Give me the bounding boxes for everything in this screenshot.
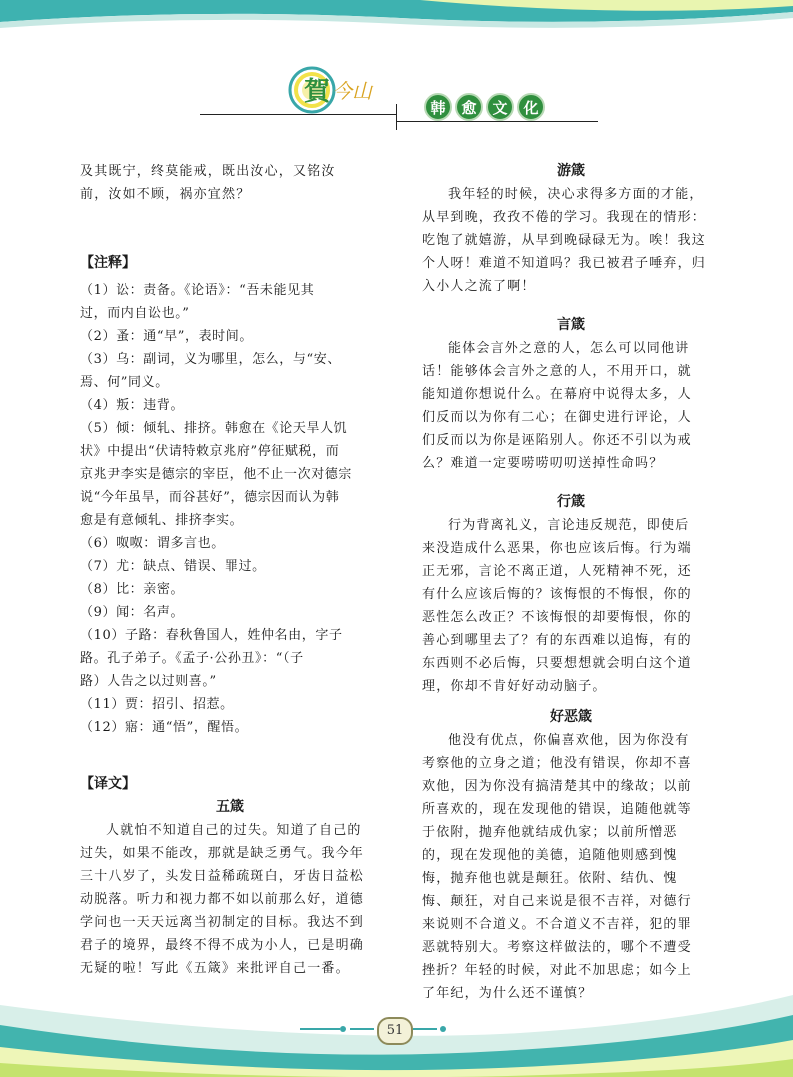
section-line: 理，你却不肯好好动动脑子。	[422, 679, 607, 694]
section-line: 们反而以为你是诬陷别人。你还不引以为戒	[422, 433, 692, 448]
section-line: 来没造成什么恶果，你也应该后悔。行为端	[422, 541, 692, 556]
wuzhen-line: 学问也一天天远离当初制定的目标。我达不到	[80, 915, 365, 930]
note-line: （4）叛：违背。	[80, 398, 185, 413]
top-decorative-band	[0, 0, 793, 40]
note-line: 焉、何”同义。	[80, 375, 169, 390]
section-title-yan: 言箴	[557, 317, 585, 333]
note-line: 过，而内自讼也。”	[80, 306, 190, 321]
section-line: 们反而以为你有二心；在御史进行评论，人	[422, 410, 692, 425]
section-line: 话！能够体会言外之意的人，不用开口，就	[422, 364, 692, 379]
section-line: 恶就特别大。考察这样做法的，哪个不遭受	[422, 940, 692, 955]
section-line: 于依附，抛弃他就结成仇家；以前所憎恶	[422, 825, 678, 840]
section-title-haowu: 好恶箴	[550, 709, 592, 725]
brand-logo	[286, 58, 396, 118]
section-line: 悔，抛弃他也就是颠狂。依附、结仇、愧	[422, 871, 678, 886]
wuzhen-line: 动脱落。听力和视力都不如以前那么好，道德	[80, 892, 365, 907]
right-column	[422, 160, 720, 1005]
translation-heading: 【译文】	[80, 776, 136, 792]
note-line: （9）闻：名声。	[80, 605, 185, 620]
section-char: 愈	[455, 93, 483, 121]
section-line: 能知道你想说什么。在幕府中说得太多，人	[422, 387, 692, 402]
section-line: 所喜欢的，现在发现他的错误，追随他就等	[422, 802, 692, 817]
notes-list	[80, 279, 380, 739]
section-line: 么？难道一定要唠唠叨叨送掉性命吗？	[422, 456, 664, 471]
wuzhen-line: 君子的境界，最终不得不成为小人，已是明确	[80, 938, 365, 953]
section-line: 从早到晚，孜孜不倦的学习。我现在的情形：	[422, 210, 707, 225]
wuzhen-title: 五箴	[216, 799, 244, 815]
section-line: 我年轻的时候，决心求得多方面的才能，	[448, 187, 704, 202]
note-line: （6）呶呶：谓多言也。	[80, 536, 225, 551]
note-line: 路）人告之以过则喜。”	[80, 674, 217, 689]
section-line: 行为背离礼义，言论违反规范，即使后	[448, 518, 690, 533]
note-line: （2）蚤：通“早”，表时间。	[80, 329, 253, 344]
wuzhen-line: 无疑的啦！写此《五箴》来批评自己一番。	[80, 961, 350, 976]
wuzhen-line: 人就怕不知道自己的过失。知道了自己的	[106, 823, 362, 838]
section-line: 东西则不必后悔，只要想想就会明白这个道	[422, 656, 692, 671]
note-line: 路。孔子弟子。《孟子·公孙丑》：“（子	[80, 651, 304, 666]
section-line: 来说则不合道义。不合道义不吉祥，犯的罪	[422, 917, 692, 932]
section-char: 韩	[424, 93, 452, 121]
section-line: 恶性怎么改正？不该悔恨的却要悔恨，你的	[422, 610, 692, 625]
note-line: （7）尤：缺点、错误、罪过。	[80, 559, 266, 574]
wuzhen-body	[80, 819, 380, 980]
section-line: 悔、颠狂，对自己来说是很不吉祥，对德行	[422, 894, 692, 909]
section-line: 欢他，因为你没有搞清楚其中的缘故；以前	[422, 779, 692, 794]
svg-text:今山: 今山	[332, 79, 372, 103]
header-cross-mark	[396, 104, 397, 130]
note-line: （12）寤：通“悟”，醒悟。	[80, 720, 249, 735]
note-line: （3）乌：副词，义为哪里，怎么，与“安、	[80, 352, 341, 367]
section-title-xing: 行箴	[557, 494, 585, 510]
section-line: 了年纪，为什么还不谨慎？	[422, 986, 593, 1001]
section-line: 入小人之流了啊！	[422, 279, 536, 294]
logo-text: 賀	[304, 77, 331, 107]
intro-line: 及其既宁，终莫能戒，既出汝心，又铭汝	[80, 164, 336, 179]
section-line: 考察他的立身之道；他没有错误，你却不喜	[422, 756, 692, 771]
intro-line: 前，汝如不顾，祸亦宜然？	[80, 187, 251, 202]
section-line: 能体会言外之意的人，怎么可以同他讲	[448, 341, 690, 356]
note-line: 说“今年虽旱，而谷甚好”，德宗因而认为韩	[80, 490, 340, 505]
note-line: 京兆尹李实是德宗的宰臣，他不止一次对德宗	[80, 467, 353, 482]
section-line: 个人呀！难道不知道吗？我已被君子唾弃，归	[422, 256, 707, 271]
header-rule-right	[396, 121, 598, 122]
section-line: 正无邪，言论不离正道，人死精神不死，还	[422, 564, 692, 579]
page-number: 51	[377, 1017, 413, 1045]
wuzhen-line: 三十八岁了，头发日益稀疏斑白，牙齿日益松	[80, 869, 365, 884]
notes-heading: 【注释】	[80, 255, 136, 271]
footer-dot-right	[440, 1026, 446, 1032]
section-char: 化	[517, 93, 545, 121]
section-line: 有什么应该后悔的？该悔恨的不悔恨，你的	[422, 587, 692, 602]
note-line: 状》中提出“伏请特敕京兆府”停征赋税，而	[80, 444, 340, 459]
note-line: （5）倾：倾轧、排挤。韩愈在《论天旱人饥	[80, 421, 348, 436]
section-line: 的，现在发现他的美德，追随他则感到愧	[422, 848, 678, 863]
note-line: （11）贾：招引、招惹。	[80, 697, 234, 712]
footer-dash-right-inner	[413, 1028, 437, 1030]
note-line: 愈是有意倾轧、排挤李实。	[80, 513, 244, 528]
note-line: （1）讼：责备。《论语》：“吾未能见其	[80, 283, 315, 298]
note-line: （10）子路：春秋鲁国人，姓仲名由，字子	[80, 628, 343, 643]
header-rule-left	[200, 114, 396, 115]
section-label	[424, 93, 545, 121]
section-line: 善心到哪里去了？有的东西难以追悔，有的	[422, 633, 692, 648]
section-title-you: 游箴	[557, 163, 585, 179]
footer-dash-left	[300, 1028, 340, 1030]
wuzhen-line: 过失，如果不能改，那就是缺乏勇气。我今年	[80, 846, 365, 861]
section-line: 他没有优点，你偏喜欢他，因为你没有	[448, 733, 690, 748]
left-column	[80, 160, 380, 980]
section-line: 挫折？年轻的时候，对此不加思虑；如今上	[422, 963, 692, 978]
footer-dash-left-inner	[350, 1028, 374, 1030]
section-line: 吃饱了就嬉游，从早到晚碌碌无为。唉！我这	[422, 233, 707, 248]
note-line: （8）比：亲密。	[80, 582, 185, 597]
footer-dot-left	[340, 1026, 346, 1032]
section-char: 文	[486, 93, 514, 121]
